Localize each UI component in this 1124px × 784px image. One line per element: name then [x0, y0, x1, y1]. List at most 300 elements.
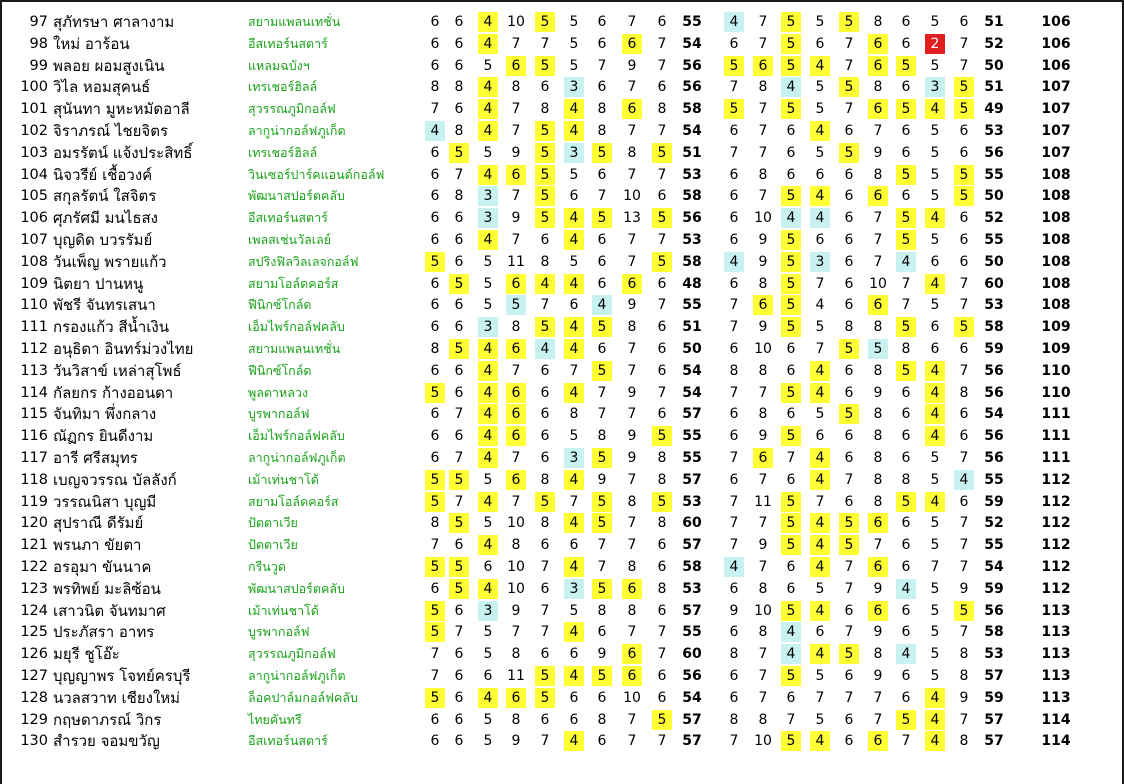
front-nine-hole-score: 7: [511, 188, 521, 205]
front-nine-hole-score: 8: [627, 319, 637, 336]
front-nine-hole-score: 7: [627, 711, 637, 728]
front-nine-hole-score: 8: [540, 515, 550, 532]
back-nine-hole-score: 6: [786, 689, 796, 706]
back-nine-total: 55: [984, 537, 1004, 554]
front-nine-hole-score: 4: [478, 579, 498, 599]
back-nine-hole-score: 5: [815, 580, 825, 597]
back-nine-hole-score: 6: [729, 35, 739, 52]
back-nine-hole-score: 6: [786, 580, 796, 597]
player-name-cell: กฤษดาภรณ์ วิกร: [53, 710, 162, 729]
back-nine-hole-score: 5: [930, 580, 940, 597]
back-nine-hole-score: 7: [729, 384, 739, 401]
back-nine-hole-score: 5: [896, 165, 916, 185]
front-nine-total: 60: [682, 646, 702, 663]
front-nine-hole-score: 7: [627, 515, 637, 532]
front-nine-hole-score: 6: [540, 384, 550, 401]
front-nine-hole-score: 8: [511, 79, 521, 96]
back-nine-total: 52: [984, 35, 1004, 52]
total-score-cell: 108: [1041, 253, 1071, 270]
front-nine-hole-score: 6: [454, 14, 464, 30]
back-nine-hole-score: 6: [844, 384, 854, 401]
back-nine-hole-score: 6: [901, 515, 911, 532]
back-nine-hole-score: 4: [810, 731, 830, 751]
back-nine-hole-score: 8: [959, 646, 969, 663]
front-nine-total: 57: [682, 406, 702, 423]
front-nine-hole-score: 5: [425, 252, 445, 272]
front-nine-hole-score: 4: [478, 426, 498, 446]
position-cell: 113: [20, 362, 48, 379]
back-nine-hole-score: 6: [729, 210, 739, 227]
club-name-cell: ลากูน่ากอล์ฟภูเก็ต: [248, 667, 346, 683]
front-nine-hole-score: 5: [569, 602, 579, 619]
position-cell: 104: [20, 166, 48, 183]
front-nine-hole-score: 9: [627, 428, 637, 445]
back-nine-hole-score: 7: [844, 558, 854, 575]
total-score-cell: 112: [1041, 580, 1071, 597]
front-nine-hole-score: 8: [511, 319, 521, 336]
club-name-cell: อีสเทอร์นสตาร์: [248, 210, 328, 226]
total-score-cell: 112: [1041, 558, 1071, 575]
club-name-cell: เทรเชอร์ฮิลล์: [248, 79, 318, 95]
front-nine-hole-score: 5: [592, 361, 612, 381]
front-nine-hole-score: 7: [540, 297, 550, 314]
front-nine-hole-score: 6: [597, 733, 607, 750]
front-nine-total: 56: [682, 57, 702, 74]
back-nine-hole-score: 8: [901, 340, 911, 357]
front-nine-hole-score: 5: [483, 297, 493, 314]
front-nine-hole-score: 4: [564, 557, 584, 577]
front-nine-hole-score: 11: [507, 667, 525, 684]
front-nine-hole-score: 8: [657, 101, 667, 118]
position-cell: 122: [20, 558, 48, 575]
total-score-cell: 108: [1041, 188, 1071, 205]
front-nine-hole-score: 8: [597, 602, 607, 619]
front-nine-hole-score: 6: [430, 449, 440, 466]
back-nine-hole-score: 7: [873, 210, 883, 227]
back-nine-hole-score: 6: [844, 166, 854, 183]
back-nine-hole-score: 4: [810, 121, 830, 141]
back-nine-hole-score: 6: [844, 428, 854, 445]
player-name-cell: นิจวรีย์ เชื้อวงค์: [53, 165, 153, 184]
back-nine-hole-score: 8: [758, 711, 768, 728]
front-nine-total: 51: [682, 144, 702, 161]
back-nine-hole-score: 7: [758, 144, 768, 161]
front-nine-total: 55: [682, 14, 702, 30]
front-nine-hole-score: 8: [597, 428, 607, 445]
club-name-cell: สปริงฟิลวิลเลจกอล์ฟ: [248, 253, 359, 269]
back-nine-hole-score: 6: [729, 580, 739, 597]
back-nine-hole-score: 6: [868, 34, 888, 54]
front-nine-hole-score: 13: [623, 210, 641, 227]
player-name-cell: สุปราณี ดีรัมย์: [53, 514, 144, 533]
front-nine-hole-score: 7: [540, 35, 550, 52]
front-nine-hole-score: 7: [627, 253, 637, 270]
front-nine-hole-score: 8: [430, 79, 440, 96]
back-nine-hole-score: 6: [729, 275, 739, 292]
back-nine-hole-score: 4: [815, 297, 825, 314]
player-name-cell: ณัฏกร ยินดีงาม: [53, 427, 154, 446]
position-cell: 125: [20, 624, 48, 641]
front-nine-hole-score: 6: [597, 79, 607, 96]
back-nine-hole-score: 7: [815, 689, 825, 706]
front-nine-hole-score: 4: [478, 404, 498, 424]
front-nine-hole-score: 8: [540, 101, 550, 118]
back-nine-hole-score: 5: [781, 492, 801, 512]
back-nine-hole-score: 9: [758, 231, 768, 248]
back-nine-hole-score: 5: [930, 297, 940, 314]
back-nine-hole-score: 5: [839, 12, 859, 32]
front-nine-hole-score: 4: [592, 295, 612, 315]
back-nine-hole-score: 6: [844, 122, 854, 139]
back-nine-hole-score: 9: [873, 624, 883, 641]
back-nine-total: 56: [984, 602, 1004, 619]
total-score-cell: 108: [1041, 275, 1071, 292]
back-nine-hole-score: 4: [925, 492, 945, 512]
front-nine-hole-score: 6: [430, 144, 440, 161]
back-nine-total: 55: [984, 166, 1004, 183]
position-cell: 116: [20, 428, 48, 445]
front-nine-hole-score: 6: [454, 210, 464, 227]
front-nine-hole-score: 6: [622, 666, 642, 686]
back-nine-hole-score: 6: [868, 557, 888, 577]
back-nine-hole-score: 7: [901, 275, 911, 292]
front-nine-hole-score: 7: [657, 384, 667, 401]
position-cell: 130: [20, 733, 48, 750]
position-cell: 100: [20, 79, 48, 96]
front-nine-total: 54: [682, 35, 702, 52]
front-nine-hole-score: 7: [430, 646, 440, 663]
back-nine-hole-score: 4: [925, 710, 945, 730]
back-nine-hole-score: 6: [786, 166, 796, 183]
club-name-cell: พัฒนาสปอร์ตคลับ: [248, 188, 345, 204]
front-nine-total: 55: [682, 624, 702, 641]
front-nine-hole-score: 7: [511, 122, 521, 139]
front-nine-hole-score: 7: [627, 14, 637, 30]
front-nine-total: 56: [682, 79, 702, 96]
back-nine-hole-score: 4: [810, 535, 830, 555]
back-nine-hole-score: 6: [901, 35, 911, 52]
club-name-cell: เอ็มไพร์กอล์ฟคลับ: [248, 319, 345, 335]
club-name-cell: บูรพากอล์ฟ: [248, 406, 310, 422]
front-nine-hole-score: 5: [652, 208, 672, 228]
front-nine-hole-score: 8: [511, 537, 521, 554]
front-nine-hole-score: 7: [597, 57, 607, 74]
front-nine-hole-score: 4: [564, 317, 584, 337]
front-nine-hole-score: 5: [652, 252, 672, 272]
back-nine-hole-score: 7: [758, 471, 768, 488]
front-nine-hole-score: 7: [597, 558, 607, 575]
back-nine-total: 50: [984, 188, 1004, 205]
front-nine-hole-score: 4: [564, 383, 584, 403]
club-name-cell: เม้าเท่นชาโด้: [248, 471, 319, 487]
back-nine-hole-score: 7: [758, 35, 768, 52]
front-nine-hole-score: 7: [597, 188, 607, 205]
back-nine-hole-score: 5: [896, 99, 916, 119]
back-nine-hole-score: 6: [959, 428, 969, 445]
back-nine-hole-score: 6: [815, 166, 825, 183]
back-nine-hole-score: 5: [896, 208, 916, 228]
back-nine-hole-score: 7: [873, 689, 883, 706]
back-nine-hole-score: 7: [729, 493, 739, 510]
club-name-cell: อีสเทอร์นสตาร์: [248, 35, 328, 51]
front-nine-hole-score: 4: [478, 34, 498, 54]
front-nine-hole-score: 6: [597, 624, 607, 641]
front-nine-hole-score: 5: [449, 143, 469, 163]
back-nine-total: 51: [984, 14, 1004, 30]
front-nine-hole-score: 7: [627, 122, 637, 139]
back-nine-hole-score: 6: [729, 667, 739, 684]
back-nine-hole-score: 6: [844, 449, 854, 466]
front-nine-hole-score: 6: [657, 537, 667, 554]
back-nine-hole-score: 8: [729, 711, 739, 728]
back-nine-hole-score: 9: [758, 537, 768, 554]
back-nine-hole-score: 5: [781, 274, 801, 294]
position-cell: 129: [20, 711, 48, 728]
back-nine-total: 58: [984, 624, 1004, 641]
front-nine-hole-score: 7: [511, 231, 521, 248]
back-nine-hole-score: 5: [781, 317, 801, 337]
back-nine-hole-score: 6: [753, 295, 773, 315]
club-name-cell: ไทยคันทรี: [248, 711, 302, 727]
back-nine-hole-score: 7: [873, 231, 883, 248]
player-name-cell: สุภัทรษา ศาลางาม: [53, 13, 175, 31]
back-nine-hole-score: 10: [754, 733, 772, 750]
front-nine-hole-score: 5: [569, 253, 579, 270]
back-nine-hole-score: 6: [901, 602, 911, 619]
front-nine-hole-score: 5: [483, 711, 493, 728]
back-nine-hole-score: 5: [781, 186, 801, 206]
front-nine-hole-score: 8: [627, 602, 637, 619]
front-nine-hole-score: 6: [569, 689, 579, 706]
club-name-cell: สยามโอล์ดคอร์ส: [248, 275, 339, 291]
back-nine-hole-score: 5: [896, 361, 916, 381]
front-nine-hole-score: 5: [449, 579, 469, 599]
front-nine-hole-score: 6: [430, 406, 440, 423]
front-nine-hole-score: 6: [657, 602, 667, 619]
front-nine-hole-score: 4: [564, 274, 584, 294]
front-nine-hole-score: 5: [449, 274, 469, 294]
back-nine-hole-score: 5: [839, 644, 859, 664]
back-nine-hole-score: 9: [873, 667, 883, 684]
front-nine-hole-score: 6: [540, 362, 550, 379]
front-nine-hole-score: 6: [622, 274, 642, 294]
back-nine-hole-score: 8: [873, 471, 883, 488]
back-nine-hole-score: 6: [901, 537, 911, 554]
back-nine-hole-score: 7: [758, 14, 768, 30]
front-nine-hole-score: 7: [454, 493, 464, 510]
club-name-cell: วินเซอร์ปาร์คแอนด์กอล์ฟ: [248, 166, 385, 182]
back-nine-hole-score: 6: [901, 122, 911, 139]
front-nine-hole-score: 5: [569, 57, 579, 74]
back-nine-hole-score: 4: [925, 208, 945, 228]
front-nine-hole-score: 5: [535, 666, 555, 686]
back-nine-hole-score: 6: [815, 624, 825, 641]
total-score-cell: 114: [1041, 733, 1071, 750]
total-score-cell: 107: [1041, 101, 1071, 118]
back-nine-hole-score: 4: [925, 731, 945, 751]
back-nine-hole-score: 5: [868, 339, 888, 359]
back-nine-hole-score: 7: [729, 515, 739, 532]
front-nine-hole-score: 6: [454, 297, 464, 314]
back-nine-hole-score: 7: [815, 340, 825, 357]
position-cell: 127: [20, 667, 48, 684]
front-nine-hole-score: 6: [430, 210, 440, 227]
total-score-cell: 114: [1041, 711, 1071, 728]
back-nine-hole-score: 5: [781, 666, 801, 686]
position-cell: 112: [20, 340, 48, 357]
total-score-cell: 106: [1041, 35, 1071, 52]
back-nine-hole-score: 5: [781, 295, 801, 315]
back-nine-hole-score: 9: [873, 580, 883, 597]
total-score-cell: 108: [1041, 166, 1071, 183]
player-name-cell: อารี ศรีสมุทร: [53, 448, 138, 467]
front-nine-hole-score: 7: [540, 602, 550, 619]
front-nine-hole-score: 5: [652, 426, 672, 446]
back-nine-hole-score: 6: [901, 384, 911, 401]
back-nine-hole-score: 7: [758, 646, 768, 663]
back-nine-hole-score: 7: [844, 580, 854, 597]
total-score-cell: 106: [1041, 57, 1071, 74]
front-nine-hole-score: 6: [540, 537, 550, 554]
front-nine-hole-score: 5: [483, 646, 493, 663]
back-nine-hole-score: 4: [781, 208, 801, 228]
back-nine-hole-score: 5: [781, 34, 801, 54]
back-nine-hole-score: 6: [753, 448, 773, 468]
front-nine-hole-score: 3: [564, 77, 584, 97]
front-nine-hole-score: 5: [425, 622, 445, 642]
back-nine-hole-score: 3: [925, 77, 945, 97]
front-nine-hole-score: 6: [506, 383, 526, 403]
front-nine-total: 57: [682, 471, 702, 488]
front-nine-hole-score: 6: [597, 275, 607, 292]
front-nine-hole-score: 4: [535, 274, 555, 294]
player-name-cell: พรทิพย์ มะลิซ้อน: [53, 579, 161, 598]
front-nine-hole-score: 7: [657, 166, 667, 183]
front-nine-hole-score: 6: [597, 14, 607, 30]
club-name-cell: ลากูน่ากอล์ฟภูเก็ต: [248, 122, 346, 138]
back-nine-hole-score: 9: [758, 428, 768, 445]
back-nine-hole-score: 7: [758, 384, 768, 401]
front-nine-hole-score: 7: [430, 101, 440, 118]
front-nine-hole-score: 6: [540, 79, 550, 96]
back-nine-hole-score: 6: [729, 624, 739, 641]
front-nine-hole-score: 6: [454, 711, 464, 728]
front-nine-total: 58: [682, 101, 702, 118]
back-nine-hole-score: 5: [781, 535, 801, 555]
position-cell: 107: [20, 231, 48, 248]
front-nine-hole-score: 8: [540, 471, 550, 488]
front-nine-hole-score: 8: [454, 122, 464, 139]
back-nine-hole-score: 7: [959, 35, 969, 52]
front-nine-hole-score: 7: [597, 384, 607, 401]
club-name-cell: สุวรรณภูมิกอล์ฟ: [248, 101, 336, 117]
front-nine-hole-score: 7: [627, 624, 637, 641]
front-nine-hole-score: 6: [454, 384, 464, 401]
player-name-cell: จิราภรณ์ ไชยจิตร: [53, 121, 168, 140]
front-nine-hole-score: 7: [511, 493, 521, 510]
back-nine-hole-score: 7: [758, 101, 768, 118]
front-nine-hole-score: 4: [478, 492, 498, 512]
front-nine-total: 55: [682, 428, 702, 445]
front-nine-hole-score: 6: [540, 580, 550, 597]
back-nine-hole-score: 6: [753, 56, 773, 76]
front-nine-hole-score: 5: [652, 143, 672, 163]
back-nine-hole-score: 5: [930, 166, 940, 183]
front-nine-hole-score: 6: [430, 428, 440, 445]
front-nine-hole-score: 4: [564, 622, 584, 642]
back-nine-hole-score: 5: [815, 101, 825, 118]
front-nine-hole-score: 4: [564, 208, 584, 228]
back-nine-hole-score: 4: [896, 252, 916, 272]
front-nine-hole-score: 4: [478, 165, 498, 185]
back-nine-hole-score: 5: [839, 535, 859, 555]
front-nine-hole-score: 4: [564, 513, 584, 533]
total-score-cell: 107: [1041, 144, 1071, 161]
back-nine-hole-score: 5: [930, 122, 940, 139]
front-nine-hole-score: 6: [430, 35, 440, 52]
back-nine-hole-score: 7: [959, 537, 969, 554]
position-cell: 121: [20, 537, 48, 554]
back-nine-hole-score: 6: [844, 602, 854, 619]
front-nine-hole-score: 6: [569, 297, 579, 314]
back-nine-hole-score: 8: [959, 733, 969, 750]
back-nine-hole-score: 7: [815, 275, 825, 292]
front-nine-hole-score: 4: [478, 12, 498, 32]
front-nine-hole-score: 7: [657, 733, 667, 750]
back-nine-total: 55: [984, 231, 1004, 248]
club-name-cell: กรีนวูด: [248, 558, 286, 574]
front-nine-total: 54: [682, 689, 702, 706]
player-name-cell: สุนันทา มูหะหมัดอาลี: [53, 100, 190, 119]
back-nine-total: 51: [984, 79, 1004, 96]
front-nine-hole-score: 6: [430, 188, 440, 205]
front-nine-hole-score: 5: [592, 448, 612, 468]
back-nine-hole-score: 5: [839, 143, 859, 163]
total-score-cell: 111: [1041, 406, 1071, 423]
front-nine-hole-score: 6: [454, 733, 464, 750]
total-score-cell: 111: [1041, 449, 1071, 466]
front-nine-hole-score: 6: [430, 297, 440, 314]
front-nine-hole-score: 9: [511, 602, 521, 619]
back-nine-hole-score: 5: [896, 230, 916, 250]
back-nine-hole-score: 6: [844, 297, 854, 314]
total-score-cell: 106: [1041, 14, 1071, 30]
club-name-cell: เม้าเท่นชาโด้: [248, 602, 319, 618]
front-nine-hole-score: 5: [535, 492, 555, 512]
front-nine-hole-score: 7: [657, 35, 667, 52]
club-name-cell: ปัตตาเวีย: [248, 537, 298, 553]
front-nine-total: 58: [682, 558, 702, 575]
back-nine-hole-score: 6: [815, 35, 825, 52]
front-nine-hole-score: 4: [478, 383, 498, 403]
front-nine-hole-score: 5: [425, 383, 445, 403]
front-nine-hole-score: 5: [535, 56, 555, 76]
front-nine-hole-score: 6: [454, 57, 464, 74]
back-nine-hole-score: 6: [786, 122, 796, 139]
front-nine-hole-score: 5: [535, 165, 555, 185]
front-nine-hole-score: 5: [483, 275, 493, 292]
front-nine-hole-score: 8: [511, 646, 521, 663]
player-name-cell: วิไล หอมสุคนธ์: [53, 78, 151, 97]
front-nine-total: 57: [682, 537, 702, 554]
back-nine-total: 60: [984, 275, 1004, 292]
front-nine-hole-score: 6: [506, 404, 526, 424]
back-nine-hole-score: 4: [925, 404, 945, 424]
back-nine-hole-score: 5: [954, 165, 974, 185]
front-nine-hole-score: 7: [454, 449, 464, 466]
front-nine-total: 55: [682, 449, 702, 466]
back-nine-hole-score: 7: [959, 515, 969, 532]
